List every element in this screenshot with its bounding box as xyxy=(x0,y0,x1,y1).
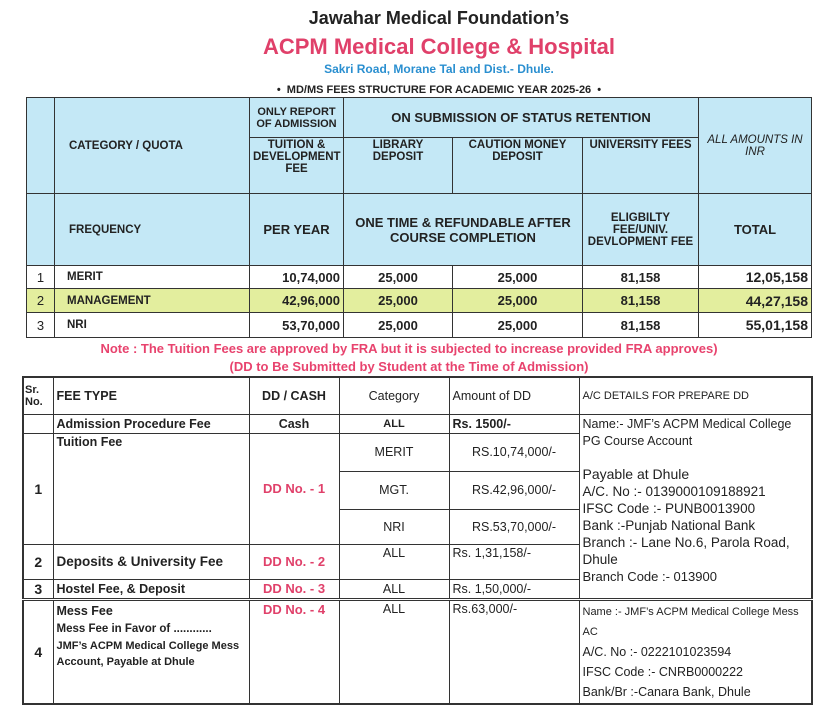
number-cell xyxy=(27,194,55,266)
row-number: 2 xyxy=(27,289,55,313)
tuition-header: TUITION & DEVELOPMENT FEE xyxy=(250,138,344,194)
category: ALL xyxy=(339,579,449,599)
payment-mode: DD No. - 4 xyxy=(249,599,339,704)
amount: RS.42,96,000/- xyxy=(449,471,579,509)
college-address: Sakri Road, Morane Tal and Dist.- Dhule. xyxy=(324,62,554,76)
foundation-name: Jawahar Medical Foundation’s xyxy=(308,8,570,28)
sr-cell: 2 xyxy=(23,544,53,579)
ac-branch-code: Branch Code :- 013900 xyxy=(582,568,717,584)
on-submission-header: ON SUBMISSION OF STATUS RETENTION xyxy=(344,98,699,138)
category: MGT. xyxy=(339,471,449,509)
sr-no-header: Sr. No. xyxy=(23,377,53,414)
amount: Rs. 1,31,158/- xyxy=(449,544,579,579)
one-time-label: ONE TIME & REFUNDABLE AFTER COURSE COMPLETION xyxy=(344,194,583,266)
amount: Rs. 1500/- xyxy=(449,414,579,433)
ac-details-header: A/C DETAILS FOR PREPARE DD xyxy=(579,377,812,414)
table-row xyxy=(23,414,812,433)
title-text: MD/MS FEES STRUCTURE FOR ACADEMIC YEAR 2025-26 xyxy=(286,84,592,96)
fee-type-header: FEE TYPE xyxy=(53,377,249,414)
row-category: NRI xyxy=(55,313,250,338)
payment-mode: DD No. - 2 xyxy=(249,544,339,579)
ac-payable: Payable at Dhule xyxy=(582,465,690,482)
category: ALL xyxy=(339,544,449,579)
amount: RS.53,70,000/- xyxy=(449,509,579,544)
dd-cash-header: DD / CASH xyxy=(249,377,339,414)
ac-details-mess xyxy=(579,599,812,704)
fee-type: Deposits & University Fee xyxy=(53,544,249,579)
ac-bank: Bank :-Punjab National Bank xyxy=(582,517,756,533)
university-header: UNIVERSITY FEES xyxy=(583,138,699,194)
fee-type: Admission Procedure Fee xyxy=(53,414,249,433)
row-caution: 25,000 xyxy=(453,289,583,313)
all-amounts-header: ALL AMOUNTS IN INR xyxy=(699,98,812,194)
eligibility-label: ELIGBILTY FEE/UNIV. DEVLOPMENT FEE xyxy=(583,194,699,266)
row-caution: 25,000 xyxy=(453,313,583,338)
amount-header: Amount of DD xyxy=(449,377,579,414)
table-row xyxy=(23,599,812,704)
payment-mode: DD No. - 1 xyxy=(249,433,339,544)
row-university: 81,158 xyxy=(583,313,699,338)
ac-branch: Branch :- Lane No.6, Parola Road, Dhule xyxy=(582,534,790,567)
dd-note: (DD to Be Submitted by Student at the Time of Admission) xyxy=(229,359,589,374)
amount: RS.10,74,000/- xyxy=(449,433,579,471)
row-tuition: 10,74,000 xyxy=(250,266,344,289)
row-library: 25,000 xyxy=(344,289,453,313)
per-year-label: PER YEAR xyxy=(250,194,344,266)
only-report-header: ONLY REPORT OF ADMISSION xyxy=(250,98,344,138)
table-row xyxy=(27,266,812,289)
row-tuition: 42,96,000 xyxy=(250,289,344,313)
row-tuition: 53,70,000 xyxy=(250,313,344,338)
row-total: 44,27,158 xyxy=(699,289,812,313)
dd-details-table xyxy=(22,376,813,705)
fee-type: Tuition Fee xyxy=(53,433,249,544)
row-total: 12,05,158 xyxy=(699,266,812,289)
ac-name: Name:- JMF’s ACPM Medical College PG Course Account xyxy=(582,416,792,448)
row-university: 81,158 xyxy=(583,266,699,289)
row-library: 25,000 xyxy=(344,266,453,289)
category: ALL xyxy=(339,414,449,433)
mess-ac-number: A/C. No :- 0222101023594 xyxy=(582,644,732,659)
row-total: 55,01,158 xyxy=(699,313,812,338)
sr-cell: 4 xyxy=(23,599,53,704)
row-category: MANAGEMENT xyxy=(55,289,250,313)
fee-type xyxy=(53,599,249,704)
row-number: 3 xyxy=(27,313,55,338)
row-number: 1 xyxy=(27,266,55,289)
table-row xyxy=(27,313,812,338)
sr-cell xyxy=(23,414,53,433)
ac-number: A/C. No :- 0139000109188921 xyxy=(582,483,766,499)
document-title: • MD/MS FEES STRUCTURE FOR ACADEMIC YEAR 2025-26 • xyxy=(276,84,602,96)
library-header: LIBRARY DEPOSIT xyxy=(344,138,453,194)
mess-ac-name: Name :- JMF’s ACPM Medical College Mess AC xyxy=(582,605,799,638)
row-caution: 25,000 xyxy=(453,266,583,289)
mess-favor: Mess Fee in Favor of ............ xyxy=(56,622,212,635)
mess-account: JMF’s ACPM Medical College Mess Account, Payable at Dhule xyxy=(56,639,240,668)
fees-structure-table xyxy=(26,97,812,338)
category-header: Category xyxy=(339,377,449,414)
row-university: 81,158 xyxy=(583,289,699,313)
total-label: TOTAL xyxy=(699,194,812,266)
fee-type: Hostel Fee, & Deposit xyxy=(53,579,249,599)
row-category: MERIT xyxy=(55,266,250,289)
amount: Rs. 1,50,000/- xyxy=(449,579,579,599)
category: ALL xyxy=(339,599,449,704)
payment-mode: Cash xyxy=(249,414,339,433)
row-library: 25,000 xyxy=(344,313,453,338)
category: MERIT xyxy=(339,433,449,471)
sr-cell: 3 xyxy=(23,579,53,599)
mess-ac-bank: Bank/Br :-Canara Bank, Dhule xyxy=(582,684,751,699)
ac-details-main xyxy=(579,414,812,599)
college-name: ACPM Medical College & Hospital xyxy=(262,34,616,59)
sr-cell: 1 xyxy=(23,433,53,544)
fra-note: Note : The Tuition Fees are approved by FRA but it is subjected to increase provided FRA approves) xyxy=(100,341,718,356)
ac-ifsc: IFSC Code :- PUNB0013900 xyxy=(582,500,756,516)
payment-mode: DD No. - 3 xyxy=(249,579,339,599)
mess-ac-ifsc: IFSC Code :- CNRB0000222 xyxy=(582,664,743,679)
mess-fee-label: Mess Fee xyxy=(56,603,113,618)
table-row xyxy=(27,289,812,313)
frequency-label: FREQUENCY xyxy=(55,194,250,266)
caution-header: CAUTION MONEY DEPOSIT xyxy=(453,138,583,194)
category-quota-header: CATEGORY / QUOTA xyxy=(55,98,250,194)
number-header-cell xyxy=(27,98,55,194)
amount: Rs.63,000/- xyxy=(449,599,579,704)
category: NRI xyxy=(339,509,449,544)
